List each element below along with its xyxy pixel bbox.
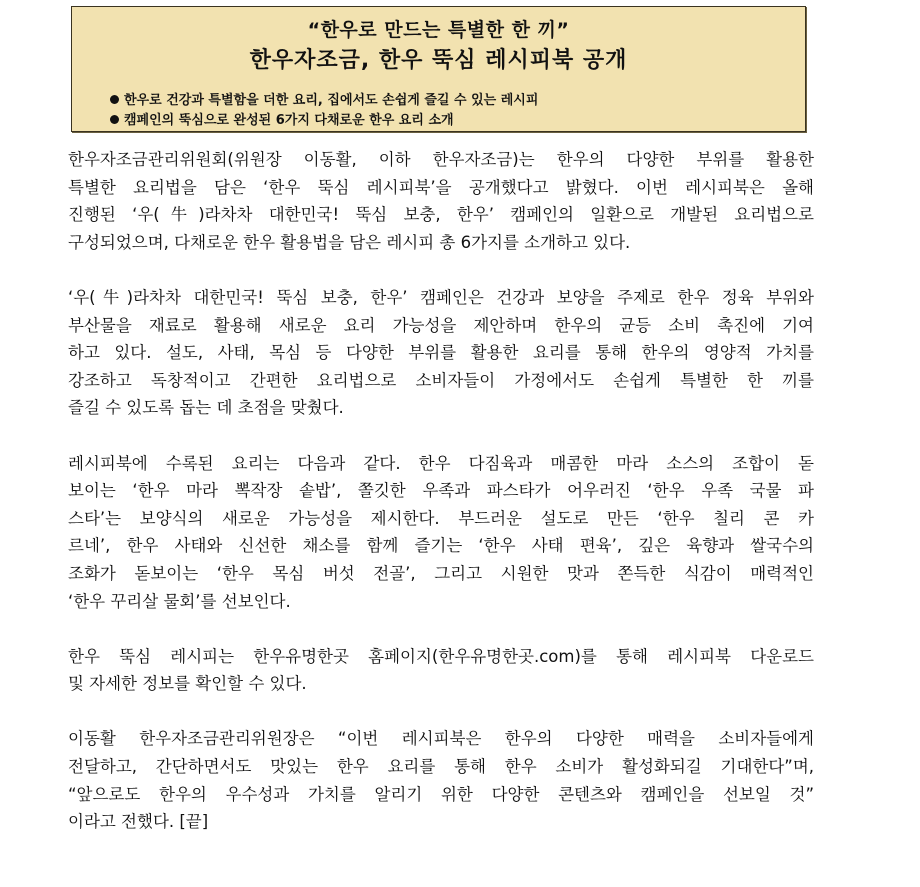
paragraph-intro: [68, 146, 814, 256]
text-line: 한우자조금관리위원회(위원장 이동활, 이하 한우자조금)는 한우의 다양한 부위를 활용한: [68, 150, 814, 169]
text-line: 부산물을 재료로 활용해 새로운 요리 가능성을 제안하며 한우의 균등 소비 촉진에 기여: [68, 315, 814, 335]
text-line: 및 자세한 정보를 확인할 수 있다.: [68, 674, 307, 694]
summary-bullet: [110, 111, 538, 131]
text-line: 진행된 ‘우(牛)라차차 대한민국! 뚝심 보충, 한우’ 캠페인의 일환으로 개발된 요리법으로: [68, 205, 814, 225]
text-line: ‘우(牛)라차차 대한민국! 뚝심 보충, 한우’ 캠페인은 건강과 보양을 주제로 한우 정육 부위와: [68, 287, 814, 307]
text-line: 르네’, 한우 사태와 신선한 채소를 함께 즐기는 ‘한우 사태 편육’, 깊은 육향과 쌀국수의: [68, 536, 814, 556]
headline-subtitle: “한우로 만드는 특별한 한 끼”: [307, 19, 570, 41]
text-line: 조화가 돋보이는 ‘한우 목심 버섯 전골’, 그리고 시원한 맛과 쫀득한 식감이 매력적인: [68, 563, 814, 583]
text-line: 구성되었으며, 다채로운 한우 활용법을 담은 레시피 총 6가지를 소개하고 있다.: [68, 232, 631, 252]
paragraph-recipes: [68, 450, 814, 616]
paragraph-download: [68, 643, 814, 698]
text-line: 보이는 ‘한우 마라 뽁작장 솥밥’, 쫄깃한 우족과 파스타가 어우러진 ‘한우 우족 국물 파: [68, 481, 814, 501]
summary-bullet-text: 한우로 건강과 특별함을 더한 요리, 집에서도 손쉽게 즐길 수 있는 레시피: [124, 93, 539, 108]
text-line: 이동활 한우자조금관리위원장은 “이번 레시피북은 한우의 다양한 매력을 소비자들에게: [68, 729, 814, 749]
text-line: 즐길 수 있도록 돕는 데 초점을 맞췄다.: [68, 398, 344, 418]
summary-bullet-text: 캠페인의 뚝심으로 완성된 6가지 다채로운 한우 요리 소개: [124, 113, 454, 128]
paragraph-quote: [68, 725, 814, 835]
text-line: ‘한우 꾸리살 물회’를 선보인다.: [68, 591, 291, 611]
text-line: 레시피북에 수록된 요리는 다음과 같다. 한우 다짐육과 매콤한 마라 소스의 조합이 돋: [68, 453, 814, 473]
article-body: [68, 146, 814, 863]
text-line: 전달하고, 간단하면서도 맛있는 한우 요리를 통해 한우 소비가 활성화되길 기대한다”며,: [68, 757, 814, 777]
headline-title: 한우자조금, 한우 뚝심 레시피북 공개: [249, 48, 628, 73]
text-line: 한우 뚝심 레시피는 한우유명한곳 홈페이지(한우유명한곳.com)를 통해 레시피북 다운로드: [68, 646, 814, 666]
text-line: “앞으로도 한우의 우수성과 가치를 알리기 위한 다양한 콘텐츠와 캠페인을 선보일 것”: [68, 784, 814, 804]
text-line: 하고 있다. 설도, 사태, 목심 등 다양한 부위를 활용한 요리를 통해 한우의 영양적 가치를: [68, 343, 814, 363]
text-line: 이라고 전했다. [끝]: [68, 812, 209, 832]
text-line: 특별한 요리법을 담은 ‘한우 뚝심 레시피북’을 공개했다고 밝혔다. 이번 레시피북은 올해: [68, 177, 814, 197]
text-line: 스타’는 보양식의 새로운 가능성을 제시한다. 부드러운 설도로 만든 ‘한우 칠리 콘 카: [68, 508, 814, 528]
paragraph-campaign: [68, 284, 814, 422]
summary-bullet: [110, 91, 538, 111]
text-line: 강조하고 독창적이고 간편한 요리법으로 소비자들이 가정에서도 손쉽게 특별한 한 끼를: [68, 370, 814, 390]
bullet-dot-icon: [110, 115, 119, 124]
bullet-dot-icon: [110, 95, 119, 104]
headline-box: [71, 6, 806, 132]
summary-bullets: [110, 91, 538, 131]
